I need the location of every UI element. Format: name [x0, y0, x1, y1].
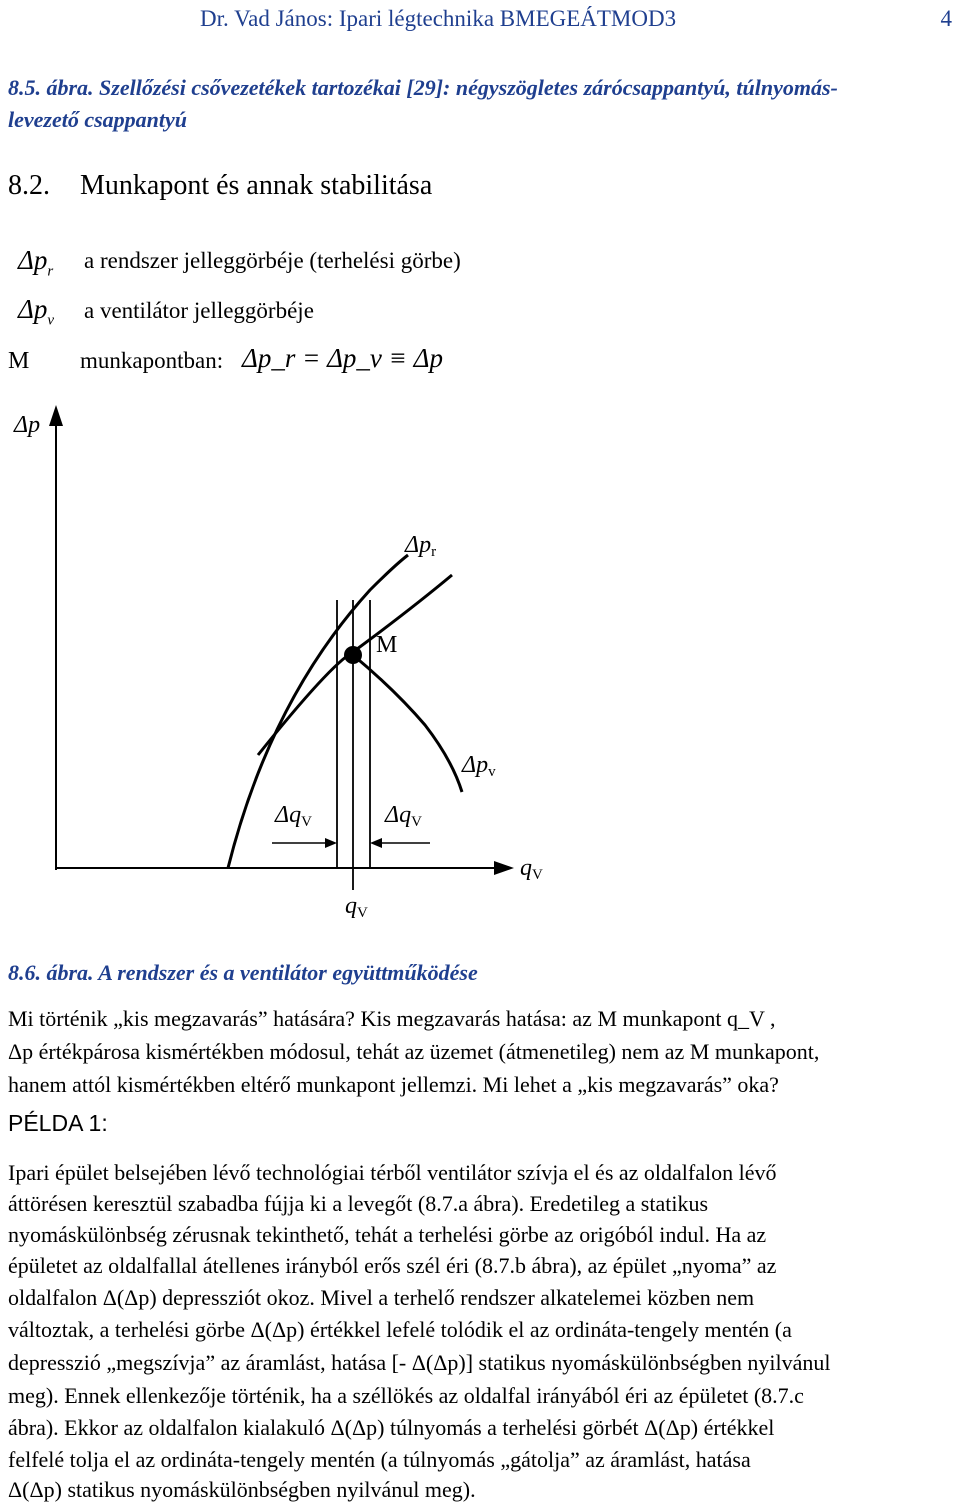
example-title: PÉLDA 1:	[8, 1110, 108, 1136]
section-title: Munkapont és annak stabilitása	[80, 170, 433, 201]
definition-symbol-m: M	[8, 348, 30, 374]
paragraph1-line1: Mi történik „kis megzavarás” hatására? Kis megzavarás hatása: az M munkapont q_V ,	[8, 1006, 776, 1031]
paragraph2-line: oldalfalon Δ(Δp) depressziót okoz. Mivel a terhelő rendszer alkatelemei közben nem	[8, 1285, 755, 1310]
definition-text-pv: a ventilátor jelleggörbéje	[84, 298, 314, 323]
definition-symbol-pv: $\Delta p_v$	[18, 294, 55, 329]
paragraph1-line3: hanem attól kismértékben eltérő munkapont jellemzi. Mi lehet a „kis megzavarás” oka?	[8, 1072, 779, 1097]
curve-label-pv: $\Delta p_v$	[462, 752, 496, 780]
definition-symbol-pr: $\Delta p_r$	[18, 245, 54, 280]
definition-text-m: munkapontban:	[80, 348, 224, 373]
header-title: Dr. Vad János: Ipari légtechnika BMEGEÁTMOD3	[200, 6, 677, 31]
paragraph2-line: depresszió „megszívja” az áramlást, hatása [- Δ(Δp)] statikus nyomáskülönbségben nyilvánul	[8, 1350, 831, 1375]
paragraph2-line: meg). Ennek ellenkezője történik, ha a széllökés az oldalfal irányából éri az épületet (8.7.c	[8, 1383, 804, 1408]
paragraph2-line: áttörésen keresztül szabadba fújja ki a levegőt (8.7.a ábra). Eredetileg a statikus	[8, 1191, 709, 1216]
x-axis-label: $q_V$	[520, 855, 543, 883]
figure-8-5-caption-line2: levezető csappantyú	[8, 107, 188, 132]
operating-point-m	[344, 646, 362, 664]
delta-qv-label-left: $\Delta q_V$	[275, 802, 312, 830]
x-axis-arrow	[494, 861, 514, 875]
section-number: 8.2.	[8, 170, 50, 201]
paragraph2-line: Δ(Δp) statikus nyomáskülönbségben nyilvánul meg).	[8, 1477, 476, 1502]
system-curve	[228, 555, 408, 868]
curve-label-pr: $\Delta p_r$	[405, 532, 437, 560]
definition-text-pr: a rendszer jelleggörbéje (terhelési görbe)	[84, 248, 461, 273]
paragraph2-line: Ipari épület belsejében lévő technológiai térből ventilátor szívja el és az oldalfalon lévő	[8, 1160, 777, 1185]
y-axis-arrow	[49, 405, 63, 426]
paragraph2-line: változtak, a terhelési görbe Δ(Δp) értékkel lefelé tolódik el az ordináta-tengely mentén (a	[8, 1317, 792, 1342]
paragraph2-line: ábra). Ekkor az oldalfalon kialakuló Δ(Δp) túlnyomás a terhelési görbét Δ(Δp) értékkel	[8, 1415, 775, 1440]
paragraph2-line: felfelé tolja el az ordináta-tengely mentén (a túlnyomás „gátolja” az áramlást, hatása	[8, 1447, 751, 1472]
page-number: 4	[940, 6, 952, 31]
figure-8-5-caption-line1: 8.5. ábra. Szellőzési csővezetékek tartozékai [29]: négyszögletes zárócsappantyú, túlnyomás-	[8, 75, 838, 100]
paragraph1-line2: Δp értékpárosa kismértékben módosul, tehát az üzemet (átmenetileg) nem az M munkapont,	[8, 1039, 820, 1064]
operating-qv-label: $q_V$	[345, 893, 368, 921]
figure-8-6-caption: 8.6. ábra. A rendszer és a ventilátor együttműködése	[8, 960, 478, 985]
paragraph2-line: épületet az oldalfallal átellenes irányból erős szél éri (8.7.b ábra), az épület „nyoma” az	[8, 1253, 777, 1278]
equilibrium-formula: Δp_r = Δp_v ≡ Δp	[242, 343, 443, 373]
delta-qv-label-right: $\Delta q_V$	[385, 802, 422, 830]
fan-curve-upper	[258, 575, 452, 755]
point-label-m: M	[376, 632, 398, 658]
paragraph2-line: nyomáskülönbség zérusnak tekinthető, tehát a terhelési görbe az origóból indul. Ha az	[8, 1222, 767, 1247]
y-axis-label: Δp	[14, 412, 41, 438]
